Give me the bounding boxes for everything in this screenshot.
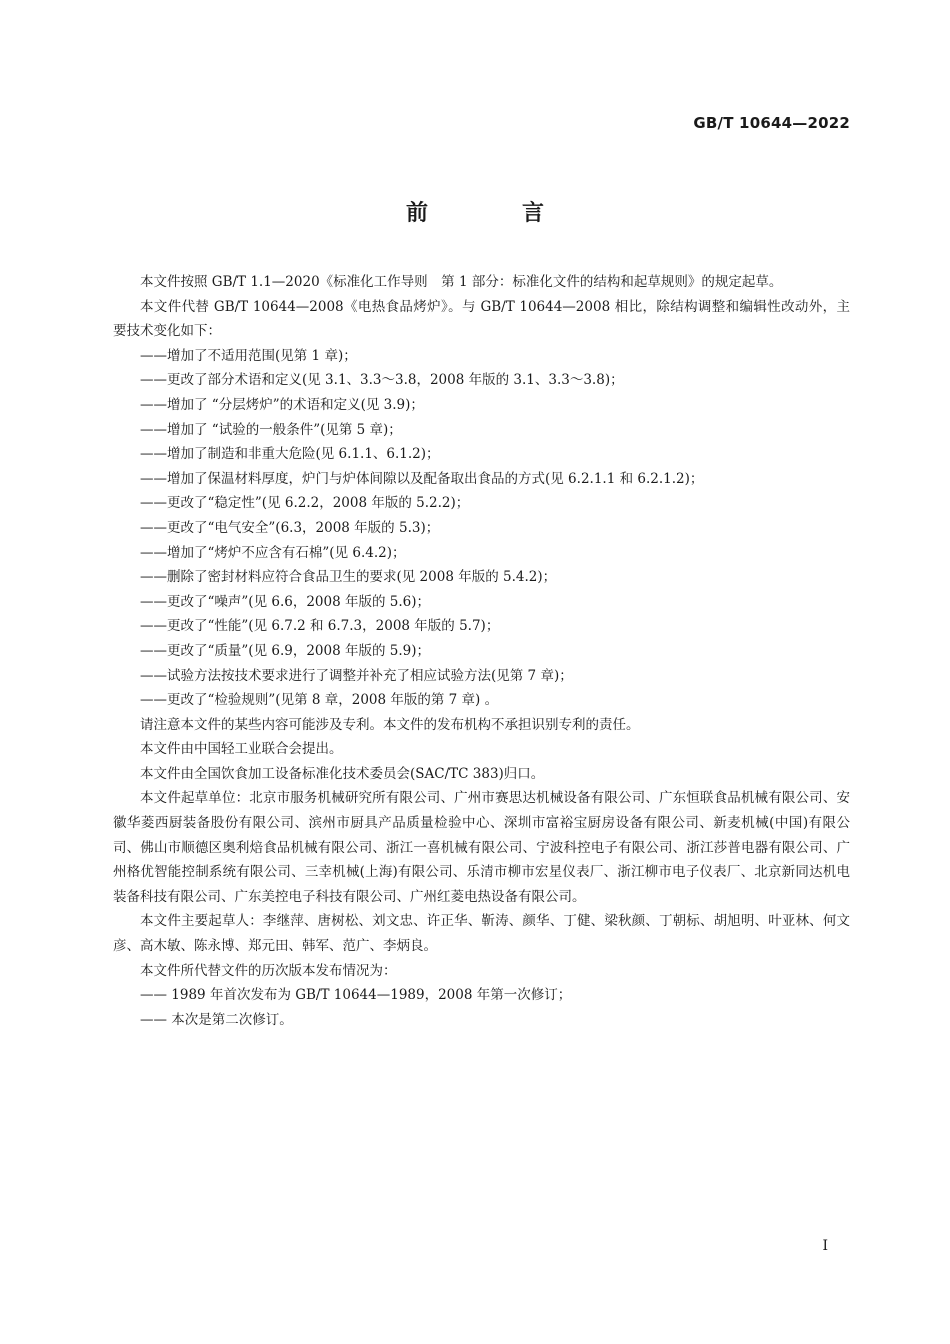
change-item: ——增加了保温材料厚度，炉门与炉体间隙以及配备取出食品的方式(见 6.2.1.1 和 6.2.1.2)； (140, 470, 704, 487)
change-item: ——增加了制造和非重大危险(见 6.1.1、6.1.2)； (140, 446, 440, 463)
history-item: —— 1989 年首次发布为 GB/T 10644—1989，2008 年第一次修订； (140, 987, 572, 1004)
change-item: ——更改了“性能”(见 6.7.2 和 6.7.3，2008 年版的 5.7)； (140, 618, 500, 635)
change-item: ——增加了“烤炉不应含有石棉”(见 6.4.2)； (140, 544, 406, 561)
paragraph-history-intro: 本文件所代替文件的历次版本发布情况为： (140, 962, 397, 979)
change-item: ——更改了“质量”(见 6.9，2008 年版的 5.9)； (140, 642, 431, 659)
change-item: ——更改了“噪声”(见 6.6，2008 年版的 5.6)； (140, 593, 431, 610)
document-body (113, 270, 850, 1032)
standard-code: GB/T 10644—2022 (693, 114, 850, 132)
page-title: 前 言 (405, 201, 580, 226)
paragraph-drafting-rules: 本文件按照 GB/T 1.1—2020《标准化工作导则 第 1 部分：标准化文件的结构和起草规则》的规定起草。 (140, 274, 783, 290)
paragraph-committee: 本文件由全国饮食加工设备标准化技术委员会(SAC/TC 383)归口。 (140, 765, 545, 782)
change-item: ——更改了“检验规则”(见第 8 章，2008 年版的第 7 章) 。 (140, 692, 499, 709)
change-item: ——增加了不适用范围(见第 1 章)； (140, 347, 357, 364)
change-item: ——更改了部分术语和定义(见 3.1、3.3～3.8，2008 年版的 3.1、3.3～3.8)； (140, 372, 624, 389)
page-number: I (822, 1238, 828, 1254)
history-item: —— 本次是第二次修订。 (140, 1011, 293, 1028)
paragraph-drafting-units: 本文件起草单位：北京市服务机械研究所有限公司、广州市赛思达机械设备有限公司、广东恒联食品机械有限公司、安徽华菱西厨装备股份有限公司、滨州市厨具产品质量检验中心、深圳市富裕宝厨房设备有限公司、新麦机械(中国)有限公司、佛山市顺德区奥利焙食品机械有限公司、浙江一喜机械有限公司、宁波科控电子有限公司、浙江莎普电器有限公司、广州格优智能控制系统有限公司、三幸机械(上海)有限公司、乐清市柳市宏星仪表厂、浙江柳市电子仪表厂、北京新同达机电装备科技有限公司、广东美控电子科技有限公司、广州红菱电热设备有限公司。 (113, 790, 850, 905)
change-item: ——更改了“电气安全”(6.3，2008 年版的 5.3)； (140, 519, 440, 536)
change-item: ——增加了 “试验的一般条件”(见第 5 章)； (140, 421, 402, 438)
change-item: ——删除了密封材料应符合食品卫生的要求(见 2008 年版的 5.4.2)； (140, 569, 557, 586)
change-item: ——试验方法按技术要求进行了调整并补充了相应试验方法(见第 7 章)； (140, 667, 573, 684)
paragraph-replacement: 本文件代替 GB/T 10644—2008《电热食品烤炉》。与 GB/T 10644—2008 相比，除结构调整和编辑性改动外，主要技术变化如下： (113, 298, 850, 340)
paragraph-patent-notice: 请注意本文件的某些内容可能涉及专利。本文件的发布机构不承担识别专利的责任。 (140, 716, 640, 733)
change-item: ——更改了“稳定性”(见 6.2.2，2008 年版的 5.2.2)； (140, 495, 470, 512)
paragraph-drafters: 本文件主要起草人：李继萍、唐树松、刘文忠、许正华、靳涛、颜华、丁健、梁秋颜、丁朝标、胡旭明、叶亚林、何文彦、高木敏、陈永博、郑元田、韩军、范广、李炳良。 (113, 913, 850, 955)
paragraph-proposer: 本文件由中国轻工业联合会提出。 (140, 741, 343, 758)
change-item: ——增加了 “分层烤炉”的术语和定义(见 3.9)； (140, 396, 424, 413)
